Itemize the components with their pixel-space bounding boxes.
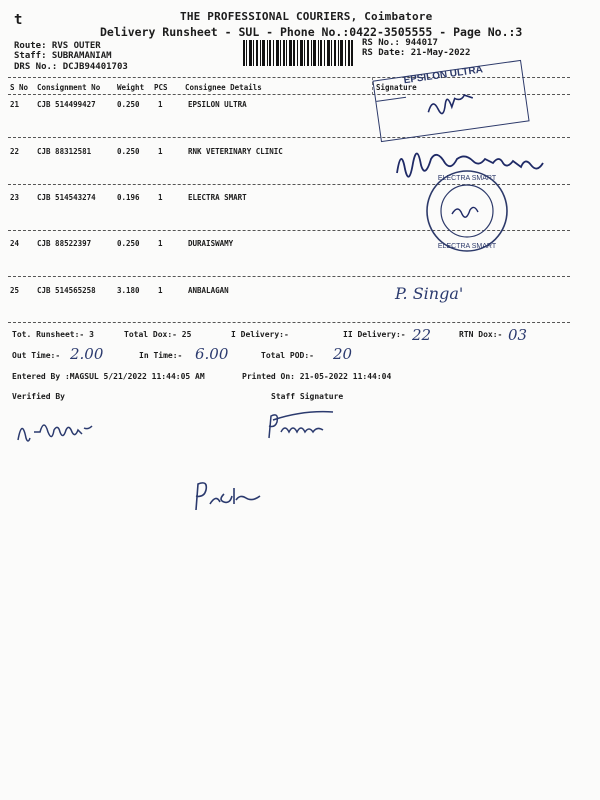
ii-delivery: II Delivery:- bbox=[343, 330, 406, 339]
row-separator bbox=[8, 276, 570, 277]
row-sno: 25 bbox=[10, 286, 20, 295]
col-sno: S No bbox=[10, 83, 29, 92]
stamp-company-name: EPSILON ULTRA bbox=[402, 64, 484, 87]
row-consignee: DURAISWAMY bbox=[188, 239, 234, 248]
staff-signature bbox=[265, 408, 375, 442]
printed-on: Printed On: 21-05-2022 11:44:04 bbox=[242, 372, 392, 381]
row-consignment: CJB 88312581 bbox=[37, 147, 92, 156]
row-weight: 0.250 bbox=[117, 100, 140, 109]
col-consignee: Consignee Details bbox=[185, 83, 262, 92]
route-label: Route: RVS OUTER bbox=[14, 41, 101, 51]
in-time: In Time:- bbox=[139, 351, 183, 360]
ii-delivery-value: 22 bbox=[412, 326, 432, 344]
row-pcs: 1 bbox=[158, 193, 163, 202]
staff-label: Staff: SUBRAMANIAM bbox=[14, 51, 112, 61]
row-sno: 21 bbox=[10, 100, 20, 109]
round-company-seal bbox=[424, 168, 510, 254]
row-consignee: RNK VETERINARY CLINIC bbox=[188, 147, 283, 156]
row-sno: 24 bbox=[10, 239, 20, 248]
total-pod-value: 20 bbox=[333, 345, 353, 363]
row-consignee: EPSILON ULTRA bbox=[188, 100, 247, 109]
row-pcs: 1 bbox=[158, 100, 163, 109]
i-delivery: I Delivery:- bbox=[231, 330, 289, 339]
verifier-signature bbox=[12, 412, 132, 446]
in-time-value: 6.00 bbox=[195, 345, 229, 363]
entered-by: Entered By :MAGSUL 5/21/2022 11:44:05 AM bbox=[12, 372, 205, 381]
row-consignment: CJB 514565258 bbox=[37, 286, 96, 295]
total-runsheet: Tot. Runsheet:- 3 bbox=[12, 330, 94, 339]
rtn-dox-value: 03 bbox=[508, 326, 528, 344]
row-consignee: ELECTRA SMART bbox=[188, 193, 247, 202]
rs-number: RS No.: 944017 bbox=[362, 38, 438, 48]
col-signature: Signature bbox=[376, 83, 417, 92]
stamp-signature-scribble bbox=[374, 61, 529, 141]
out-time: Out Time:- bbox=[12, 351, 61, 360]
total-dox: Total Dox:- 25 bbox=[124, 330, 192, 339]
staff-signature-label: Staff Signature bbox=[271, 392, 344, 401]
extra-signature bbox=[190, 478, 280, 514]
runsheet-title: Delivery Runsheet - SUL - Phone No.:0422-3505555 - Page No.:3 bbox=[100, 25, 523, 39]
row-consignee: ANBALAGAN bbox=[188, 286, 229, 295]
svg-text:ELECTRA SMART: ELECTRA SMART bbox=[437, 175, 497, 182]
row-weight: 3.180 bbox=[117, 286, 140, 295]
row-sno: 23 bbox=[10, 193, 20, 202]
row-consignment: CJB 88522397 bbox=[37, 239, 92, 248]
rs-date: RS Date: 21-May-2022 bbox=[362, 48, 471, 58]
row-weight: 0.250 bbox=[117, 147, 140, 156]
row-consignment: CJB 514499427 bbox=[37, 100, 96, 109]
row-pcs: 1 bbox=[158, 147, 163, 156]
out-time-value: 2.00 bbox=[70, 345, 104, 363]
total-pod: Total POD:- bbox=[261, 351, 314, 360]
handwritten-signature-row25: P. Singa' bbox=[395, 284, 464, 303]
col-consignment: Consignment No bbox=[37, 83, 101, 92]
row-consignment: CJB 514543274 bbox=[37, 193, 96, 202]
barcode-image bbox=[243, 40, 353, 66]
drs-number: DRS No.: DCJB94401703 bbox=[14, 62, 128, 72]
verified-by-label: Verified By bbox=[12, 392, 65, 401]
svg-text:ELECTRA SMART: ELECTRA SMART bbox=[437, 243, 497, 250]
row-pcs: 1 bbox=[158, 286, 163, 295]
company-name: THE PROFESSIONAL COURIERS, Coimbatore bbox=[180, 10, 433, 23]
company-stamp-box bbox=[372, 60, 529, 142]
row-pcs: 1 bbox=[158, 239, 163, 248]
row-weight: 0.196 bbox=[117, 193, 140, 202]
table-bottom-rule bbox=[8, 322, 570, 323]
corner-mark: t bbox=[14, 12, 23, 28]
row-sno: 22 bbox=[10, 147, 20, 156]
row-weight: 0.250 bbox=[117, 239, 140, 248]
col-weight: Weight bbox=[117, 83, 145, 92]
col-pcs: PCS bbox=[154, 83, 168, 92]
rtn-dox: RTN Dox:- bbox=[459, 330, 503, 339]
row-separator bbox=[8, 137, 570, 138]
